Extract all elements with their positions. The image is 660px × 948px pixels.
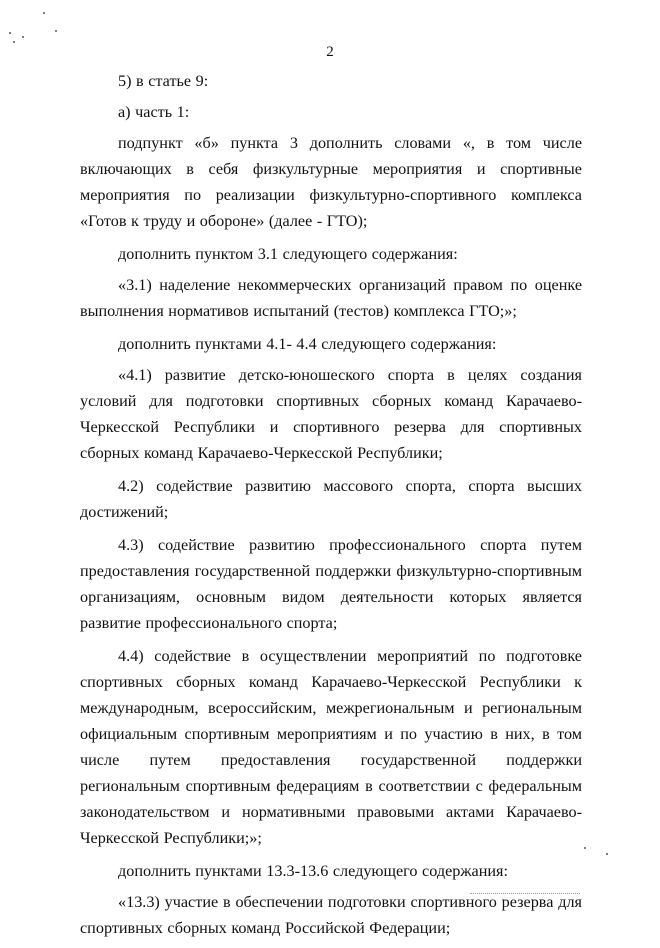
paragraph: а) часть 1:: [118, 103, 190, 121]
page-number: 2: [326, 44, 334, 60]
scan-artifact: [584, 847, 586, 849]
paragraph: 4.3) содействие развитию профессионального спорта путем предоставления государственной поддержки физкультурно-спортивным организациям, основным видом деятельности которых является развитие профессионального спорта;: [80, 536, 582, 632]
paragraph: «4.1) развитие детско-юношеского спорта в целях создания условий для подготовки спортивных сборных команд Карачаево-Черкесской Республики и спортивного резерва для спортивных сборных команд Карачаево-Черкесской Республики;: [80, 366, 582, 462]
paragraph: дополнить пунктом 3.1 следующего содержания:: [118, 245, 458, 263]
paragraph: подпункт «б» пункта 3 дополнить словами «, в том числе включающих в себя физкультурные мероприятия и спортивные мероприятия по реализации физкультурно-спортивного комплекса «Готов к труду и обороне» (далее - ГТО);: [80, 134, 582, 230]
paragraph: 4.4) содействие в осуществлении мероприятий по подготовке спортивных сборных команд Карачаево-Черкесской Республики к международным, всероссийским, межрегиональным и региональным официальным спортивным мероприятиям и по участию в них, в том числе путем предоставления государственной поддержки региональным спортивным федерациям в соответствии с федеральным законодательством и нормативными правовыми актами Карачаево-Черкесской Республики;»;: [80, 647, 582, 847]
scan-artifact: [9, 32, 11, 34]
scan-artifact: [43, 12, 45, 14]
paragraph: «3.1) наделение некоммерческих организаций правом по оценке выполнения нормативов испытаний (тестов) комплекса ГТО;»;: [80, 276, 582, 320]
paragraph: 4.2) содействие развитию массового спорта, спорта высших достижений;: [80, 477, 582, 521]
paragraph: дополнить пунктами 13.3-13.6 следующего содержания:: [118, 862, 509, 880]
paragraph: «13.3) участие в обеспечении подготовки спортивного резерва для спортивных сборных команд Российской Федерации;: [80, 893, 582, 937]
scan-artifact: [22, 36, 24, 38]
paragraph: 5) в статье 9:: [118, 72, 209, 90]
document-body: [80, 68, 582, 948]
scan-artifact: [55, 30, 57, 32]
scan-artifact: [606, 853, 608, 855]
paragraph: дополнить пунктами 4.1- 4.4 следующего содержания:: [118, 335, 497, 353]
